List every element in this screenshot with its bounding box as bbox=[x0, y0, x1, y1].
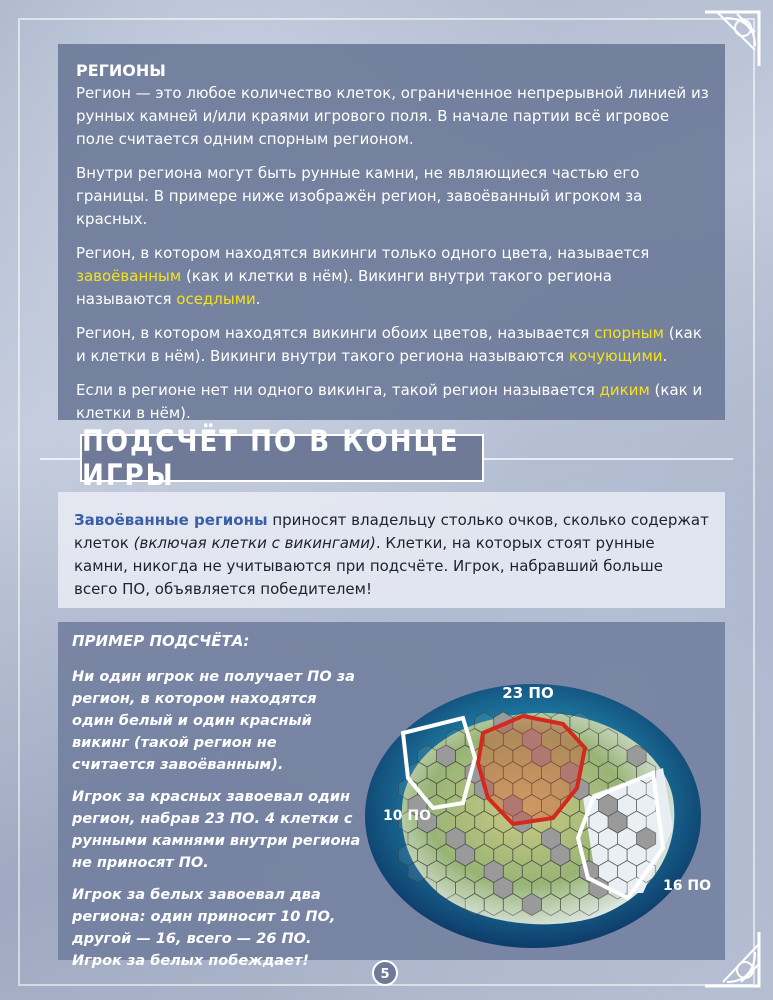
regions-title: РЕГИОНЫ bbox=[76, 61, 166, 80]
example-paragraph-1: Ни один игрок не получает ПО за регион, в котором находятся один белый и один красный викинг (такой регион не считается завоёванным). bbox=[72, 669, 355, 773]
scoring-italic: (включая клетки с викингами) bbox=[133, 534, 376, 552]
example-paragraph-2: Игрок за красных завоевал один регион, набрав 23 ПО. 4 клетки с рунными камнями внутри региона не приносят ПО. bbox=[72, 789, 361, 871]
example-paragraph-3: Игрок за белых завоевал два региона: один приносит 10 ПО, другой — 16, всего — 26 ПО. Игрок за белых побеждает! bbox=[72, 887, 336, 969]
regions-paragraph-1: Регион — это любое количество клеток, ограниченное непрерывной линией из рунных камней и/или краями игрового поля. В начале партии всё игровое поле считается одним спорным регионом. bbox=[76, 84, 709, 148]
game-board-illustration bbox=[363, 678, 711, 950]
text-span: Если в регионе нет ни одного викинга, такой регион называется bbox=[76, 381, 600, 399]
text-span: (как и клетки в нём). Викинги внутри такого региона называются bbox=[76, 324, 702, 365]
section-banner: ПОДСЧЁТ ПО В КОНЦЕ ИГРЫ bbox=[80, 434, 484, 482]
text-span: Регион, в котором находятся викинги обоих цветов, называется bbox=[76, 324, 595, 342]
scoring-lead: Завоёванные регионы bbox=[74, 511, 268, 529]
text-span: . bbox=[662, 347, 668, 365]
regions-paragraph-3 bbox=[76, 242, 709, 311]
label-white-score-1: 10 ПО bbox=[383, 808, 431, 824]
example-title: ПРИМЕР ПОДСЧЁТА: bbox=[72, 632, 250, 650]
example-section bbox=[58, 622, 725, 969]
page-number: 5 bbox=[380, 967, 390, 982]
page-number-badge bbox=[370, 958, 400, 988]
term-wild: диким bbox=[599, 381, 650, 399]
regions-paragraph-4 bbox=[76, 322, 709, 368]
term-settled: оседлыми bbox=[176, 290, 256, 308]
scoring-section bbox=[58, 492, 725, 608]
regions-section bbox=[58, 44, 725, 420]
text-span: . bbox=[255, 290, 261, 308]
term-conquered: завоёванным bbox=[76, 267, 182, 285]
label-white-score-2: 16 ПО bbox=[663, 878, 711, 894]
text-span: приносят владельцу столько очков, сколько содержат клеток bbox=[74, 511, 709, 552]
term-disputed: спорным bbox=[594, 324, 664, 342]
board-svg bbox=[363, 678, 711, 950]
regions-paragraph-5 bbox=[76, 379, 709, 425]
text-span: Регион, в котором находятся викинги только одного цвета, называется bbox=[76, 244, 650, 262]
text-span: (как и клетки в нём). Викинги внутри такого региона называются bbox=[76, 267, 612, 308]
term-nomadic: кочующими bbox=[568, 347, 663, 365]
label-red-score: 23 ПО bbox=[502, 684, 554, 702]
text-span: . Клетки, на которых стоят рунные камни, никогда не учитываются при подсчёте. Игрок, набравший больше всего ПО, объявляется победителем! bbox=[74, 534, 664, 598]
regions-paragraph-2: Внутри региона могут быть рунные камни, не являющиеся частью его границы. В примере ниже изображён регион, завоёванный игроком за красных. bbox=[76, 164, 643, 228]
text-span: (как и клетки в нём). bbox=[76, 381, 703, 422]
